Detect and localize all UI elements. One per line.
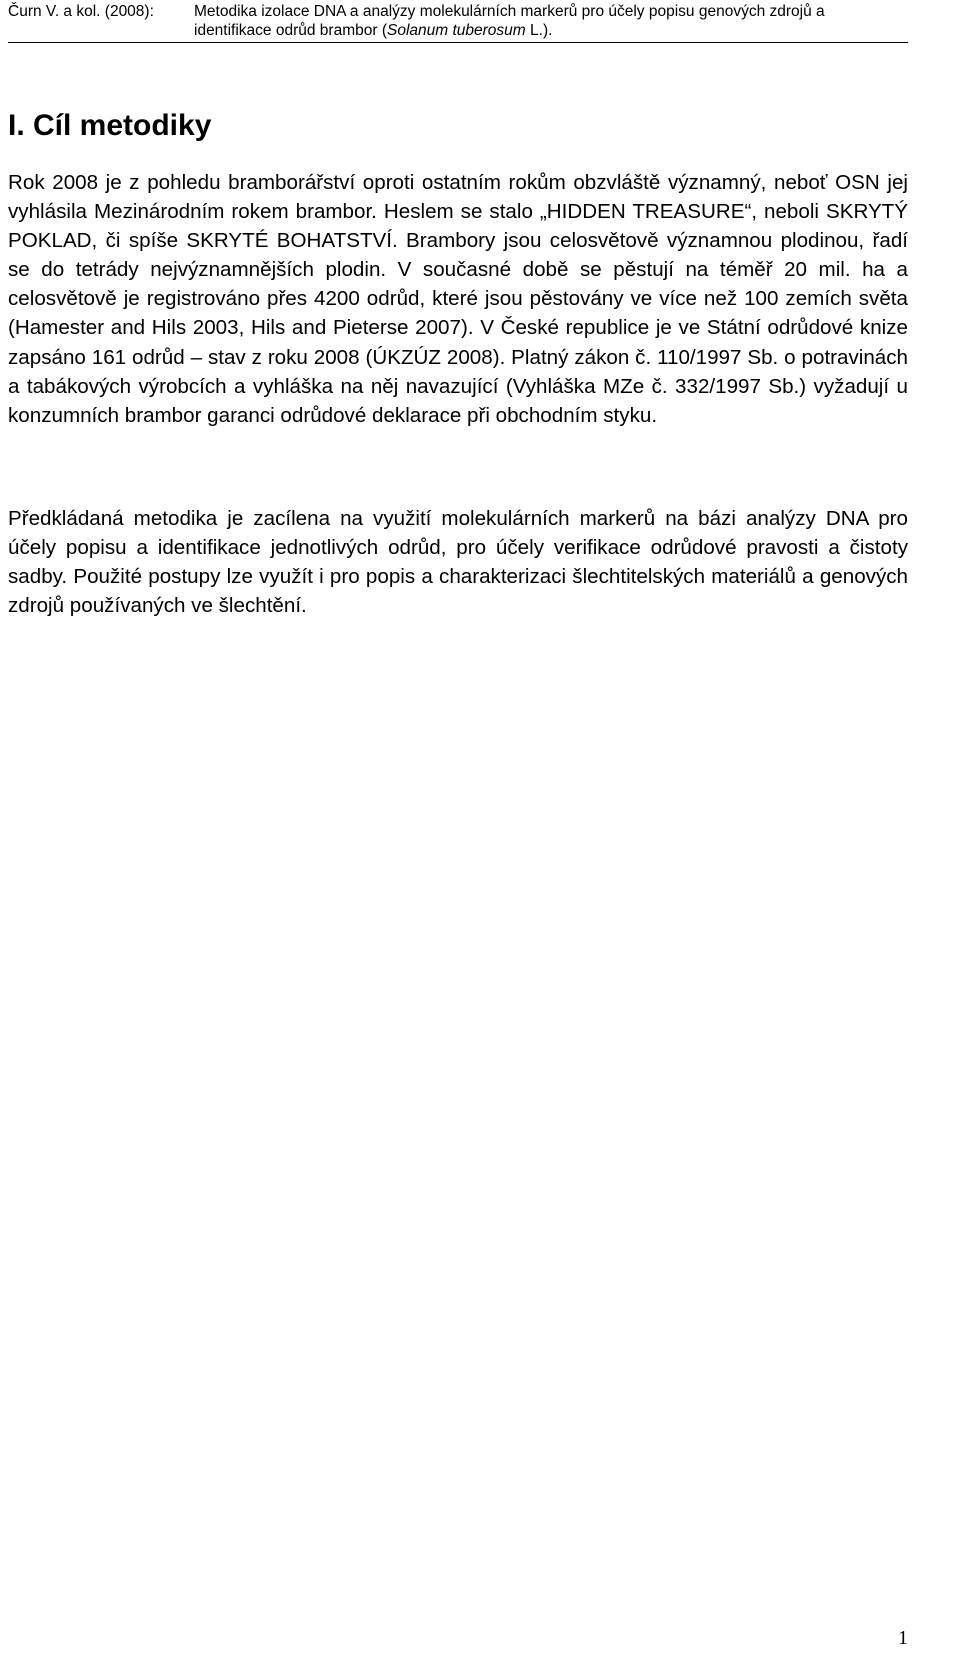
header-title-line2-post: L.). [525,22,553,39]
paragraph-intro: Rok 2008 je z pohledu bramborářství oproti ostatním rokům obzvláště významný, neboť OSN jej vyhlásila Mezinárodním rokem brambor. Heslem se stalo „HIDDEN TREASURE“, neboli SKRYTÝ POKLAD, či spíše SKRYTÉ BOHATSTVÍ. Brambory jsou celosvětově významnou plodinou, řadí se do tetrády nejvýznamnějších plodin. V současné době se pěstují na téměř 20 mil. ha a celosvětově je registrováno přes 4200 odrůd, které jsou pěstovány ve více než 100 zemích světa (Hamester and Hils 2003, Hils and Pieterse 2007). V České republice je ve Státní odrůdové knize zapsáno 161 odrůd – stav z roku 2008 (ÚKZÚZ 2008). Platný zákon č. 110/1997 Sb. o potravinách a tabákových výrobcích a vyhláška na něj navazující (Vyhláška MZe č. 332/1997 Sb.) vyžadují u konzumních brambor garanci odrůdové deklarace při obchodním styku. [8,171,908,427]
header-title [194,2,908,40]
page-number: 1 [898,1627,908,1649]
paragraph-method: Předkládaná metodika je zacílena na využití molekulárních markerů na bázi analýzy DNA pro účely popisu a identifikace jednotlivých odrůd, pro účely verifikace odrůdové pravosti a čistoty sadby. Použité postupy lze využít i pro popis a charakterizaci šlechtitelských materiálů a genových zdrojů používaných ve šlechtění. [8,507,908,618]
header-title-line1: Metodika izolace DNA a analýzy molekulárních markerů pro účely popisu genových zdrojů a [194,3,825,20]
chapter-title: I. Cíl metodiky [8,109,212,142]
header-title-species: Solanum tuberosum [387,22,526,39]
header-row [8,2,908,40]
header-author: Čurn V. a kol. (2008): [8,3,154,20]
running-header [8,2,908,43]
header-title-line2-pre: identifikace odrůd brambor ( [194,22,387,39]
